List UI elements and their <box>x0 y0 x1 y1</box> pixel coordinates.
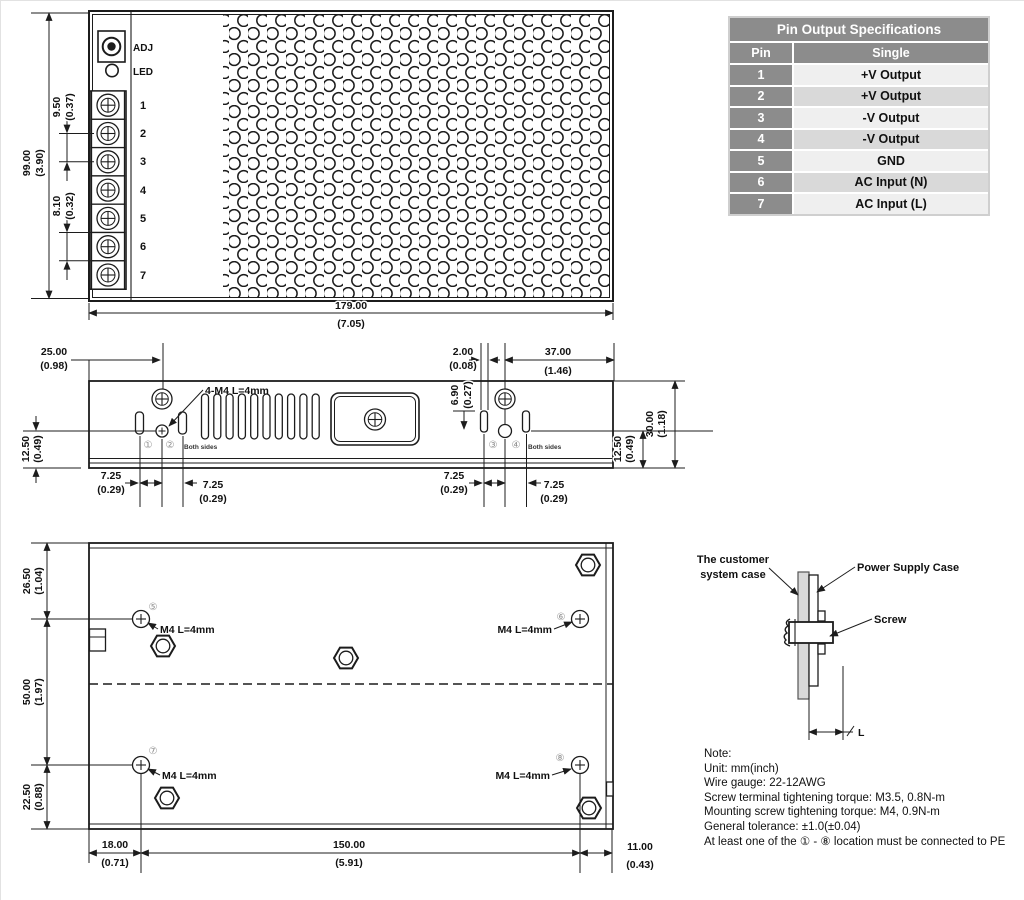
pin-cell: 7 <box>730 194 792 214</box>
m4-callout: M4 L=4mm <box>497 624 552 636</box>
dim-front-height <box>21 13 89 299</box>
dim-37 <box>505 343 614 381</box>
side-access-panel <box>331 393 419 445</box>
adj-label: ADJ <box>133 43 154 54</box>
svg-text:99.00: 99.00 <box>21 149 33 177</box>
svg-text:(1.04): (1.04) <box>33 567 45 595</box>
svg-text:(0.43): (0.43) <box>626 859 654 871</box>
bottom-view-drawing <box>1 521 691 900</box>
svg-text:6: 6 <box>140 241 147 253</box>
screw-shape <box>784 619 833 646</box>
value-cell: -V Output <box>794 130 988 150</box>
svg-text:25.00: 25.00 <box>40 346 68 358</box>
svg-text:12.50: 12.50 <box>612 435 624 463</box>
marker-8: ⑧ <box>555 753 565 764</box>
pin-cell: 4 <box>730 130 792 150</box>
svg-text:7.25: 7.25 <box>100 470 122 482</box>
led-indicator <box>106 64 118 76</box>
value-cell: +V Output <box>794 87 988 107</box>
note-line: Screw terminal tightening torque: M3.5, 0.8N-m <box>704 791 945 804</box>
marker-6: ⑥ <box>556 612 566 623</box>
both-sides-label: Both sides <box>528 444 562 451</box>
svg-text:(0.49): (0.49) <box>32 435 44 463</box>
svg-text:(0.29): (0.29) <box>440 484 468 496</box>
svg-text:(0.32): (0.32) <box>64 192 76 220</box>
customer-case-label: The customer <box>696 554 770 566</box>
svg-text:30.00: 30.00 <box>644 410 656 438</box>
pin-cell: 1 <box>730 65 792 85</box>
front-view-drawing <box>1 1 701 346</box>
svg-text:(0.29): (0.29) <box>199 493 227 505</box>
svg-text:(0.88): (0.88) <box>33 783 45 811</box>
detail-shapes <box>784 572 833 699</box>
note-line: Note: <box>704 748 732 760</box>
svg-text:1: 1 <box>140 100 147 112</box>
m4-callout: M4 L=4mm <box>495 770 550 782</box>
value-cell: GND <box>794 151 988 171</box>
svg-text:7.25: 7.25 <box>543 479 565 491</box>
value-cell: AC Input (N) <box>794 173 988 193</box>
marker-1: ① <box>143 440 153 451</box>
svg-text:8.10: 8.10 <box>51 195 63 217</box>
dim-25 <box>40 346 160 381</box>
svg-text:(0.08): (0.08) <box>449 360 477 372</box>
svg-text:(0.49): (0.49) <box>624 435 636 463</box>
svg-text:150.00: 150.00 <box>332 839 366 851</box>
led-label: LED <box>133 67 153 78</box>
mounting-detail-drawing <box>691 526 1024 748</box>
svg-text:(0.71): (0.71) <box>101 857 129 869</box>
svg-text:5: 5 <box>140 213 147 225</box>
svg-text:7.25: 7.25 <box>202 479 224 491</box>
svg-text:22.50: 22.50 <box>21 783 33 811</box>
svg-text:11.00: 11.00 <box>627 841 653 853</box>
dim-pin-pitch-1 <box>51 93 94 181</box>
svg-text:(5.91): (5.91) <box>335 857 363 869</box>
marker-5: ⑤ <box>148 602 158 613</box>
col-header-pin: Pin <box>730 43 792 63</box>
front-case <box>89 11 613 301</box>
pin-output-spec-table <box>728 16 990 216</box>
bottom-case <box>89 543 613 829</box>
svg-text:179.00: 179.00 <box>334 300 368 312</box>
both-sides-label: Both sides <box>184 444 218 451</box>
dim-265 <box>21 543 89 619</box>
dim-pin-pitch-2 <box>51 192 94 280</box>
pin-cell: 6 <box>730 173 792 193</box>
customer-case-label2: system case <box>700 569 766 581</box>
svg-text:12.50: 12.50 <box>20 435 32 463</box>
svg-text:37.00: 37.00 <box>544 346 572 358</box>
note-line: Mounting screw tightening torque: M4, 0.9N-m <box>704 806 940 819</box>
svg-text:(1.97): (1.97) <box>33 678 45 706</box>
note-line: At least one of the ① - ⑧ location must be connected to PE <box>704 835 1006 848</box>
svg-text:4: 4 <box>140 185 147 197</box>
note-line: Wire gauge: 22-12AWG <box>704 777 826 790</box>
pin-cell: 2 <box>730 87 792 107</box>
marker-7: ⑦ <box>148 746 158 757</box>
notes-block <box>704 747 1024 849</box>
value-cell: +V Output <box>794 65 988 85</box>
svg-text:(0.27): (0.27) <box>462 381 474 409</box>
l-dim-label: L <box>858 727 865 739</box>
dim-front-width <box>89 300 613 330</box>
adj-potentiometer <box>98 31 125 62</box>
screw-label: Screw <box>874 614 907 626</box>
m4-callout: M4 L=4mm <box>160 624 215 636</box>
svg-text:(0.29): (0.29) <box>540 493 568 505</box>
svg-text:26.50: 26.50 <box>21 567 33 595</box>
svg-text:3: 3 <box>140 156 147 168</box>
side-view-drawing <box>1 336 725 521</box>
col-header-single: Single <box>794 43 988 63</box>
value-cell: -V Output <box>794 108 988 128</box>
table-title: Pin Output Specifications <box>730 18 988 41</box>
svg-text:(0.98): (0.98) <box>40 360 68 372</box>
svg-text:2.00: 2.00 <box>452 346 474 358</box>
power-supply-case-label: Power Supply Case <box>857 562 960 574</box>
terminal-block <box>90 91 126 289</box>
svg-text:4-M4 L=4mm: 4-M4 L=4mm <box>205 385 269 397</box>
dim-50 <box>21 619 47 765</box>
pin-cell: 3 <box>730 108 792 128</box>
m4-callout: M4 L=4mm <box>162 770 217 782</box>
right-notch <box>607 782 614 796</box>
svg-text:50.00: 50.00 <box>21 678 33 706</box>
note-line: General tolerance: ±1.0(±0.04) <box>704 820 861 833</box>
svg-text:9.50: 9.50 <box>51 96 63 118</box>
pin-cell: 5 <box>730 151 792 171</box>
svg-text:(3.90): (3.90) <box>34 149 46 177</box>
marker-2: ② <box>165 440 175 451</box>
svg-text:(0.37): (0.37) <box>64 93 76 121</box>
svg-text:18.00: 18.00 <box>101 839 129 851</box>
value-cell: AC Input (L) <box>794 194 988 214</box>
svg-text:7.25: 7.25 <box>443 470 465 482</box>
dim-225 <box>21 765 89 829</box>
svg-text:7: 7 <box>140 270 147 282</box>
left-notch <box>90 629 106 651</box>
svg-text:(1.18): (1.18) <box>656 410 668 438</box>
perforated-grille <box>223 15 609 297</box>
svg-text:2: 2 <box>140 128 147 140</box>
marker-4: ④ <box>511 440 521 451</box>
svg-text:(1.46): (1.46) <box>544 365 572 377</box>
note-line: Unit: mm(inch) <box>704 762 779 775</box>
svg-text:(0.29): (0.29) <box>97 484 125 496</box>
svg-text:6.90: 6.90 <box>449 384 461 406</box>
svg-text:(7.05): (7.05) <box>337 318 365 330</box>
marker-3: ③ <box>488 440 498 451</box>
